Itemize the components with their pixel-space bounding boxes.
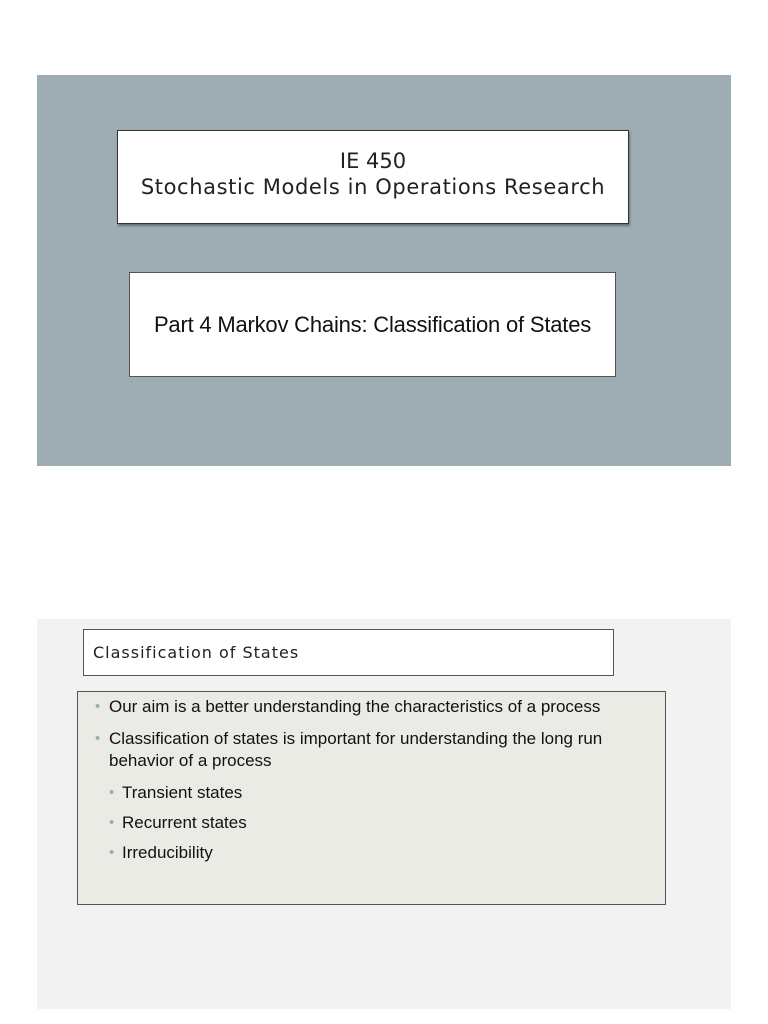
title-box [117, 130, 629, 224]
bullet-item [95, 696, 657, 718]
course-code: IE 450 [339, 149, 407, 173]
course-title: Stochastic Models in Operations Research [140, 175, 606, 199]
title-slide [37, 75, 731, 466]
content-slide [37, 619, 731, 1009]
slide-heading-box [83, 629, 614, 676]
bullet-dot-icon: • [95, 698, 101, 715]
bullet-list [95, 696, 657, 864]
bullet-dot-icon: • [109, 844, 115, 861]
bullet-text: Recurrent states [122, 813, 247, 832]
subtitle-box [129, 272, 616, 377]
bullet-dot-icon: • [95, 730, 101, 747]
sub-bullet-item [95, 782, 657, 804]
sub-bullet-item [95, 842, 657, 864]
sub-bullet-item [95, 812, 657, 834]
bullet-text: Classification of states is important for understanding the long run behavior of a process [109, 729, 603, 770]
slide-subtitle: Part 4 Markov Chains: Classification of States [153, 311, 592, 337]
bullet-text: Irreducibility [122, 843, 213, 862]
bullet-content-box [77, 691, 666, 905]
bullet-text: Our aim is a better understanding the characteristics of a process [109, 697, 601, 716]
bullet-dot-icon: • [109, 784, 115, 801]
slide-heading: Classification of States [93, 643, 300, 662]
bullet-text: Transient states [122, 783, 243, 802]
bullet-dot-icon: • [109, 814, 115, 831]
bullet-item [95, 728, 657, 772]
